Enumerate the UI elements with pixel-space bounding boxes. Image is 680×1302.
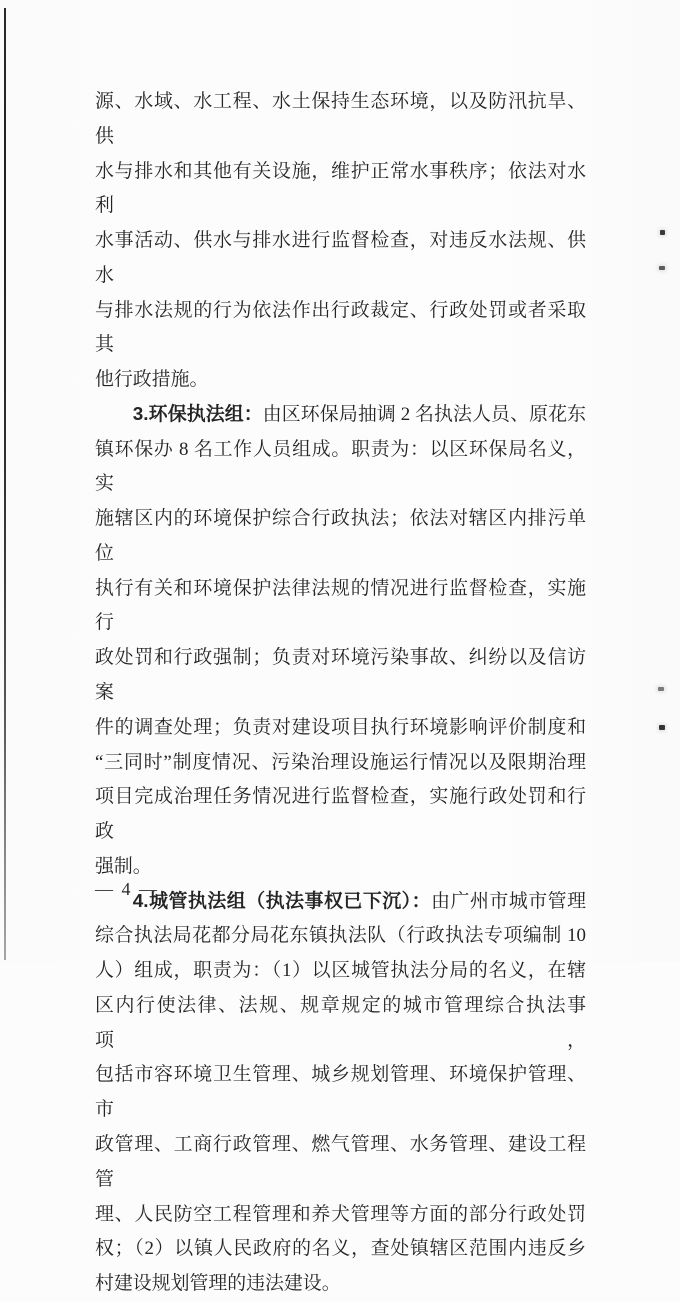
text-run: 包括市容环境卫生管理、城乡规划管理、环境保护管理、市 <box>95 1064 586 1121</box>
text-run: 镇环保办 8 名工作人员组成。职责为：以区环保局名义，实 <box>95 438 586 495</box>
text-run: 他行政措施。 <box>95 369 209 391</box>
text-run: 区内行使法律、法规、规章规定的城市管理综合执法事项， <box>95 994 586 1051</box>
text-run: 强制。 <box>95 855 152 877</box>
text-line <box>95 572 586 642</box>
text-line <box>95 1267 586 1302</box>
bold-run: 4.城管执法组（执法事权已下沉）： <box>132 890 432 912</box>
text-run: 水事活动、供水与排水进行监督检查，对违反水法规、供水 <box>95 230 586 286</box>
bold-run: 3.环保执法组： <box>132 403 263 425</box>
text-line <box>95 294 586 364</box>
text-line <box>95 885 586 920</box>
text-line <box>95 502 586 572</box>
text-run: 理、人民防空工程管理和养犬管理等方面的部分行政处罚 <box>95 1203 586 1225</box>
text-line <box>95 954 586 989</box>
text-line <box>95 398 586 433</box>
text-run: 与排水法规的行为依法作出行政裁定、行政处罚或者采取其 <box>95 299 586 356</box>
text-run: 权；（2）以镇人民政府的名义，查处镇辖区范围内违反乡 <box>95 1238 586 1260</box>
text-line <box>95 433 586 503</box>
scan-speck <box>659 266 665 270</box>
document-body <box>95 85 586 1302</box>
text-run: 项目完成治理任务情况进行监督检查，实施行政处罚和行政 <box>95 786 586 843</box>
scan-edge-line <box>4 8 6 960</box>
text-line <box>95 224 586 294</box>
text-run: 村建设规划管理的违法建设。 <box>95 1273 341 1295</box>
text-line <box>95 850 586 885</box>
scan-speck <box>660 230 665 235</box>
text-run: 由区环保局抽调 2 名执法人员、原花东 <box>262 403 586 425</box>
text-line <box>95 746 586 781</box>
text-run: 政处罚和行政强制；负责对环境污染事故、纠纷以及信访案 <box>95 647 586 704</box>
text-run: 执行有关和环境保护法律法规的情况进行监督检查，实施行 <box>95 577 586 634</box>
page-number: — 4 — <box>95 879 159 899</box>
text-line <box>95 85 586 155</box>
text-line <box>95 363 586 398</box>
text-line <box>95 1232 586 1267</box>
text-line <box>95 1058 586 1128</box>
scan-speck <box>659 725 665 730</box>
text-line <box>95 711 586 746</box>
text-run: 政管理、工商行政管理、燃气管理、水务管理、建设工程管 <box>95 1133 586 1190</box>
text-line <box>95 989 586 1059</box>
text-line <box>95 919 586 954</box>
scan-speck <box>658 687 664 691</box>
text-run: “三同时”制度情况、污染治理设施运行情况以及限期治理 <box>95 751 586 773</box>
text-line <box>95 641 586 711</box>
text-run: 源、水域、水工程、水土保持生态环境，以及防汛抗旱、供 <box>95 91 586 147</box>
text-run: 施辖区内的环境保护综合行政执法；依法对辖区内排污单位 <box>95 508 586 564</box>
text-line <box>95 155 586 225</box>
text-run: 件的调查处理；负责对建设项目执行环境影响评价制度和 <box>95 716 586 738</box>
text-line <box>95 780 586 850</box>
text-run: 综合执法局花都分局花东镇执法队（行政执法专项编制 10 <box>95 925 586 947</box>
text-line <box>95 1128 586 1198</box>
text-run: 水与排水和其他有关设施，维护正常水事秩序；依法对水利 <box>95 160 586 217</box>
text-run: 由广州市城市管理 <box>431 890 586 912</box>
text-line <box>95 1198 586 1233</box>
text-run: 人）组成，职责为：（1）以区城管执法分局的名义，在辖 <box>95 960 586 982</box>
